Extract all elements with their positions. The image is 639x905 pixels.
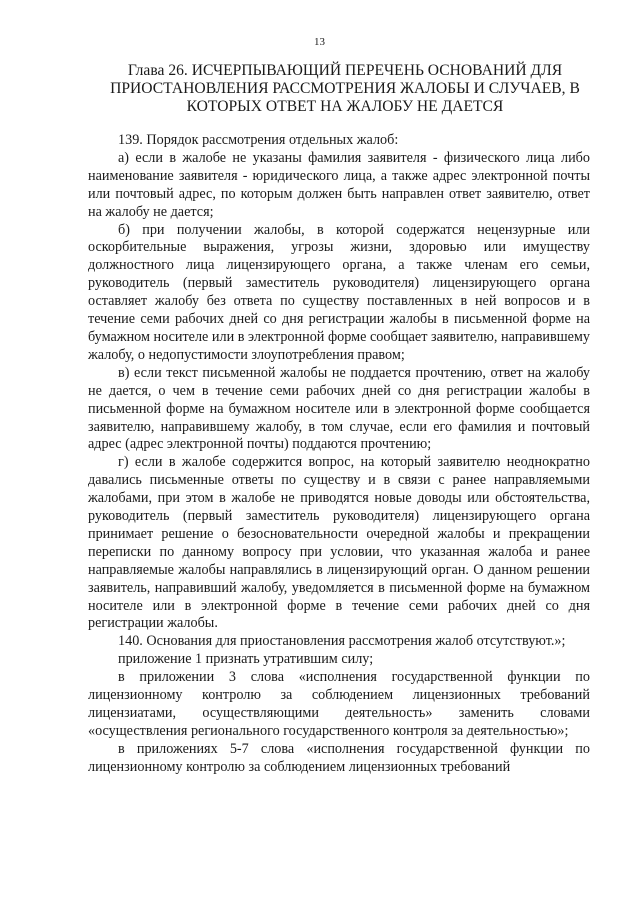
paragraph-appendix-3: в приложении 3 слова «исполнения государственной функции по лицензионному контролю за соблюдением лицензионных требований лицензиатами, осуществляющими деятельность» заменить словами «осуществления регионального государственного контроля за деятельностью»; [88, 669, 590, 739]
chapter-title-line: КОТОРЫХ ОТВЕТ НА ЖАЛОБУ НЕ ДАЕТСЯ [186, 98, 504, 115]
paragraph-item-a: а) если в жалобе не указаны фамилия заявителя - физического лица либо наименование заявителя - юридического лица, а также адрес электронной почты или почтовый адрес, по которым должен быть направлен ответ заявителю, ответ на жалобу не дается; [88, 149, 590, 220]
chapter-title-line: ПРИОСТАНОВЛЕНИЯ РАССМОТРЕНИЯ ЖАЛОБЫ И СЛУЧАЕВ, В [110, 80, 580, 97]
body-text [88, 132, 590, 777]
paragraph-item-g: г) если в жалобе содержится вопрос, на который заявителю неоднократно давались письменные ответы по существу и в связи с ранее направляемыми жалобами, при этом в жалобе не приводятся новые доводы или обстоятельства, руководитель (первый заместитель руководителя) лицензирующего органа принимает решение о безосновательности очередной жалобы и прекращении переписки по данному вопросу при условии, что указанная жалоба и ранее направляемые жалобы направлялись в лицензирующий орган. О данном решении заявитель, направивший жалобу, уведомляется в письменной форме на бумажном носителе или в электронной форме в течение семи рабочих дней со дня регистрации жалобы. [88, 454, 590, 632]
chapter-title-line: Глава 26. ИСЧЕРПЫВАЮЩИЙ ПЕРЕЧЕНЬ ОСНОВАНИЙ ДЛЯ [127, 62, 563, 79]
paragraph-140: 140. Основания для приостановления рассмотрения жалоб отсутствуют.»; [118, 633, 566, 650]
chapter-title [110, 62, 580, 116]
paragraph-appendix-5-7: в приложениях 5-7 слова «исполнения государственной функции по лицензионному контролю за соблюдением лицензионных требований [88, 740, 590, 775]
paragraph-item-b: б) при получении жалобы, в которой содержатся нецензурные или оскорбительные выражения, угрозы жизни, здоровью или имуществу должностного лица лицензирующего органа, а также членам его семьи, руководитель (первый заместитель руководителя) лицензирующего органа оставляет жалобу без ответа по существу поставленных в ней вопросов и в течение семи рабочих дней со дня регистрации жалобы в письменной форме на бумажном носителе или в электронной форме сообщает заявителю, направившему жалобу, о недопустимости злоупотребления правом; [88, 221, 590, 363]
paragraph-item-v: в) если текст письменной жалобы не поддается прочтению, ответ на жалобу не дается, о чем в течение семи рабочих дней со дня регистрации жалобы в письменной форме на бумажном носителе или в электронной форме сообщается заявителю, направившему жалобу, в том случае, если его фамилия и почтовый адрес (адрес электронной почты) поддаются прочтению; [88, 364, 590, 453]
paragraph-appendix-1: приложение 1 признать утратившим силу; [118, 651, 374, 668]
page-number: 13 [314, 36, 325, 48]
paragraph-139: 139. Порядок рассмотрения отдельных жалоб: [118, 132, 399, 148]
